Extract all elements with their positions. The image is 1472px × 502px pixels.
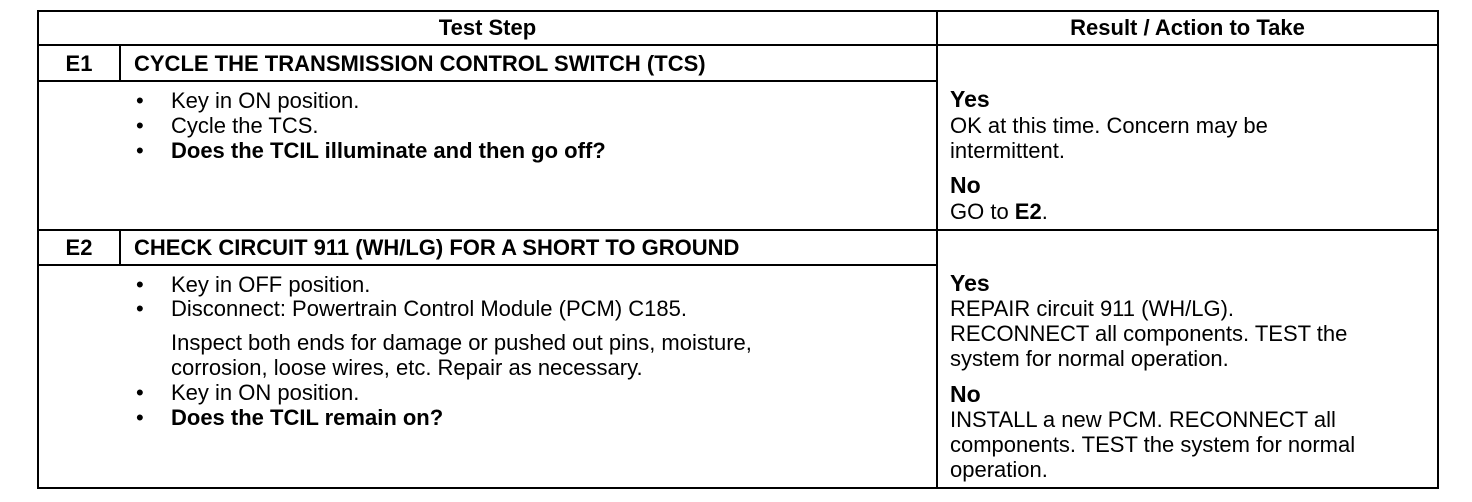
e2-item-1: Key in OFF position.	[171, 272, 371, 297]
e2-no-label: No	[950, 381, 981, 407]
e1-yes-line-1: OK at this time. Concern may be	[950, 113, 1268, 138]
e2-no-line-3: operation.	[950, 457, 1048, 482]
e2-no-line-1: INSTALL a new PCM. RECONNECT all	[950, 407, 1336, 432]
bullet-icon: •	[136, 272, 144, 297]
e2-yes-line-2: RECONNECT all components. TEST the	[950, 321, 1348, 346]
step-title-e2: CHECK CIRCUIT 911 (WH/LG) FOR A SHORT TO GROUND	[134, 235, 740, 260]
e1-no-suffix: .	[1041, 199, 1048, 224]
e2-title-divider	[37, 264, 937, 266]
e1-e2-divider	[37, 229, 1439, 231]
e2-note-line-2: corrosion, loose wires, etc. Repair as necessary.	[171, 355, 643, 380]
e2-yes-line-1: REPAIR circuit 911 (WH/LG).	[950, 296, 1235, 321]
e1-item-1: Key in ON position.	[171, 88, 360, 113]
e2-yes-label: Yes	[950, 270, 990, 296]
e1-title-divider	[37, 80, 937, 82]
bullet-icon: •	[136, 405, 144, 430]
step-title-e1: CYCLE THE TRANSMISSION CONTROL SWITCH (TCS)	[134, 51, 706, 76]
bullet-icon: •	[136, 113, 144, 138]
e2-item-4: Key in ON position.	[171, 380, 360, 405]
e2-yes-line-3: system for normal operation.	[950, 346, 1229, 371]
e1-yes-line-2: intermittent.	[950, 138, 1065, 163]
step-id-e1: E1	[65, 51, 93, 76]
e1-no-prefix: GO to	[950, 199, 1015, 224]
e2-note-line-1: Inspect both ends for damage or pushed out pins, moisture,	[171, 330, 752, 355]
header-result-action: Result / Action to Take	[1070, 15, 1305, 40]
id-column-divider-e2	[119, 229, 121, 264]
e1-yes-label: Yes	[950, 86, 990, 112]
step-id-e2: E2	[65, 235, 93, 260]
result-column-divider	[936, 10, 938, 489]
bullet-icon: •	[136, 296, 144, 321]
header-divider	[37, 44, 1439, 46]
id-column-divider-e1	[119, 44, 121, 80]
table-border-right	[1437, 10, 1439, 489]
e1-item-2: Cycle the TCS.	[171, 113, 319, 138]
bullet-icon: •	[136, 138, 144, 163]
e1-item-3-question: Does the TCIL illuminate and then go off?	[171, 138, 606, 163]
bullet-icon: •	[136, 88, 144, 113]
e1-no-label: No	[950, 172, 981, 198]
e2-no-line-2: components. TEST the system for normal	[950, 432, 1356, 457]
e1-no-ref-e2: E2	[1014, 199, 1042, 224]
e2-item-2: Disconnect: Powertrain Control Module (PCM) C185.	[171, 296, 687, 321]
table-border-top	[37, 10, 1439, 12]
e1-no-action	[950, 199, 1048, 224]
e2-item-5-question: Does the TCIL remain on?	[171, 405, 444, 430]
table-border-bottom	[37, 487, 1439, 489]
header-test-step: Test Step	[438, 15, 537, 40]
bullet-icon: •	[136, 380, 144, 405]
